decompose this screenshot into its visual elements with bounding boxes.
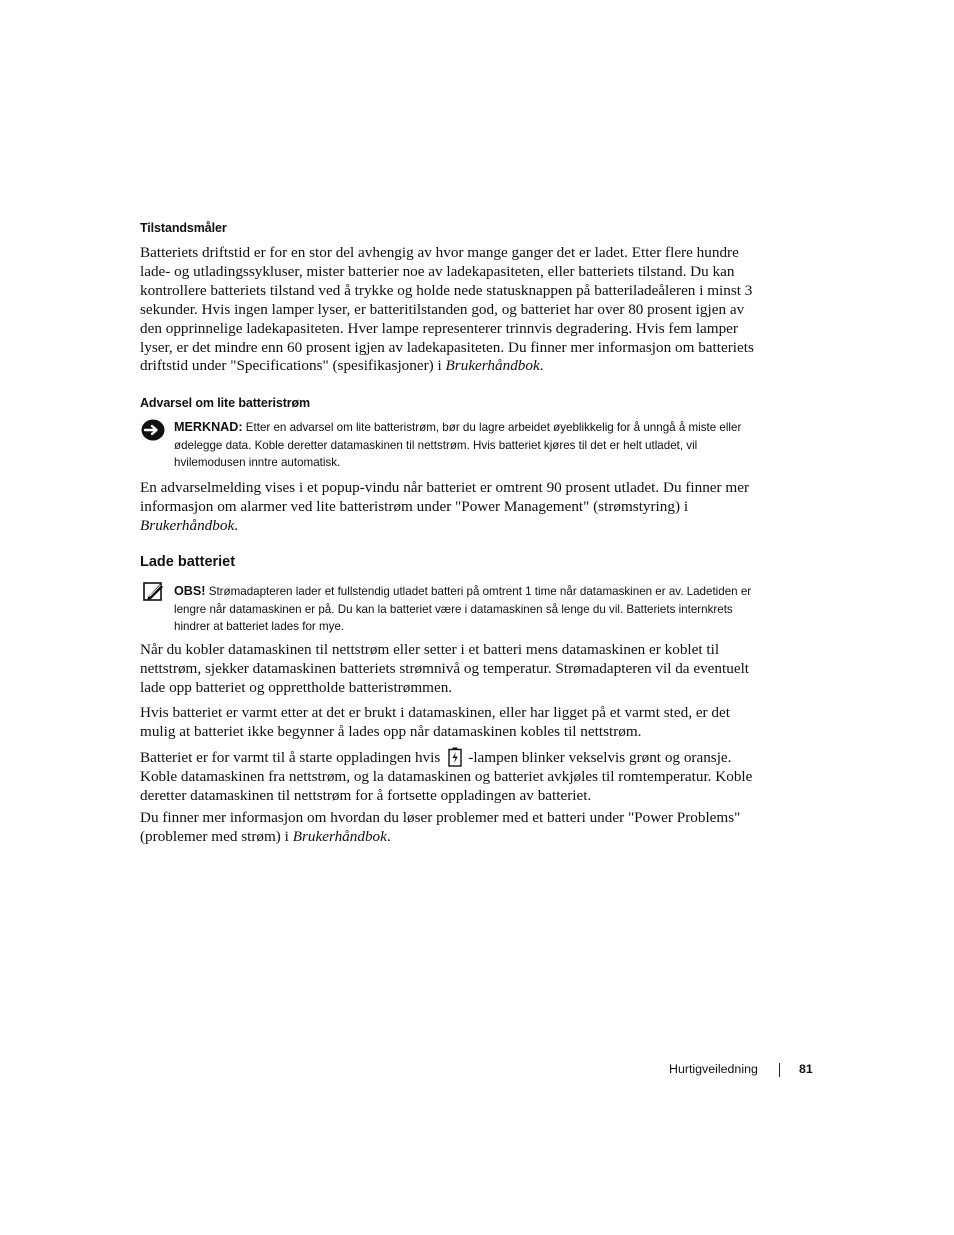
paragraph-too-hot xyxy=(140,747,758,806)
footer-divider xyxy=(779,1063,780,1077)
footer-title: Hurtigveiledning xyxy=(669,1062,758,1076)
paragraph-battery-health xyxy=(140,244,758,376)
notice-text: Etter en advarsel om lite batteristrøm, bør du lagre arbeidet øyeblikkelig for å unngå å miste eller ødelegge data. Koble deretter datamaskinen til nettstrøm. Hvis batteriet kjøres til det er helt utladet, vil hvilemodusen inntre automatisk. xyxy=(174,421,742,470)
notice-low-battery xyxy=(174,419,764,472)
paragraph-end: . xyxy=(539,357,544,375)
paragraph-end: . xyxy=(386,827,391,845)
paragraph-end: . xyxy=(234,516,238,534)
section-heading-lade-batteriet: Lade batteriet xyxy=(140,554,236,570)
note-label: OBS! xyxy=(174,584,206,598)
section-heading-tilstandsmaler: Tilstandsmåler xyxy=(140,221,227,235)
note-pencil-icon xyxy=(143,581,164,602)
note-text: Strømadapteren lader et fullstendig utladet batteri på omtrent 1 time når datamaskinen er av. Ladetiden er lengre når datamaskinen er på. Du kan la batteriet være i datamaskinen så lenge du vil. Batteriets internkrets hindrer at batteriet lades for mye. xyxy=(174,585,752,634)
notice-icon xyxy=(141,419,165,441)
paragraph-text: Batteriet er for varmt til å starte oppladingen hvis xyxy=(140,749,441,766)
paragraph-text: Du finner mer informasjon om hvordan du løser problemer med et batteri under "Power Problems" (problemer med strøm) i xyxy=(140,809,741,845)
paragraph-charging-check: Når du kobler datamaskinen til nettstrøm eller setter i et batteri mens datamaskinen er koblet til nettstrøm, sjekker datamaskinen batteriets strømnivå og temperatur. Strømadapteren vil da eventuelt lade opp batteriet og opprettholde batteristrømmen. xyxy=(140,641,750,696)
notice-label: MERKNAD: xyxy=(174,420,243,434)
note-charging xyxy=(174,583,764,636)
paragraph-text: En advarselmelding vises i et popup-vindu når batteriet er omtrent 90 prosent utladet. Du finner mer informasjon om alarmer ved lite batteristrøm under "Power Management" (strømstyring) i xyxy=(140,479,750,515)
battery-status-icon xyxy=(448,747,462,767)
page-number: 81 xyxy=(799,1062,813,1076)
paragraph-low-battery-warning xyxy=(140,479,758,536)
book-title: Brukerhåndbok xyxy=(140,516,235,534)
paragraph-battery-problems xyxy=(140,809,758,847)
book-title: Brukerhåndbok xyxy=(292,827,387,845)
paragraph-text-end: -lampen blinker vekselvis grønt og oransje. Koble datamaskinen fra nettstrøm, og la datamaskinen og batteriet avkjøles til romtemperatur. Koble deretter datamaskinen til nettstrøm for å fortsette oppladingen av batteriet. xyxy=(140,749,753,804)
section-heading-low-battery: Advarsel om lite batteristrøm xyxy=(140,396,311,410)
paragraph-warm-battery: Hvis batteriet er varmt etter at det er brukt i datamaskinen, eller har ligget på et varmt sted, er det mulig at batteriet ikke begynner å lades opp når datamaskinen kobles til nettstrøm. xyxy=(140,704,730,740)
paragraph-text: Batteriets driftstid er for en stor del avhengig av hvor mange ganger det er ladet. Etter flere hundre lade- og utladingssykluser, mister batterier noe av ladekapasiteten, eller batteriets tilstand. Du kan kontrollere batteriets tilstand ved å trykke og holde nede statusknappen på batteriladeåleren i minst 3 sekunder. Hvis ingen lamper lyser, er batteritilstanden god, og batteriet har over 80 prosent igjen av den opprinnelige ladekapasiteten. Hver lampe representerer trinnvis degradering. Hvis fem lamper lyser, er det mindre enn 60 prosent igjen av ladekapasiteten. Du finner mer informasjon om batteriets driftstid under "Specifications" (spesifikasjoner) i xyxy=(140,244,754,375)
book-title: Brukerhåndbok xyxy=(445,357,540,375)
